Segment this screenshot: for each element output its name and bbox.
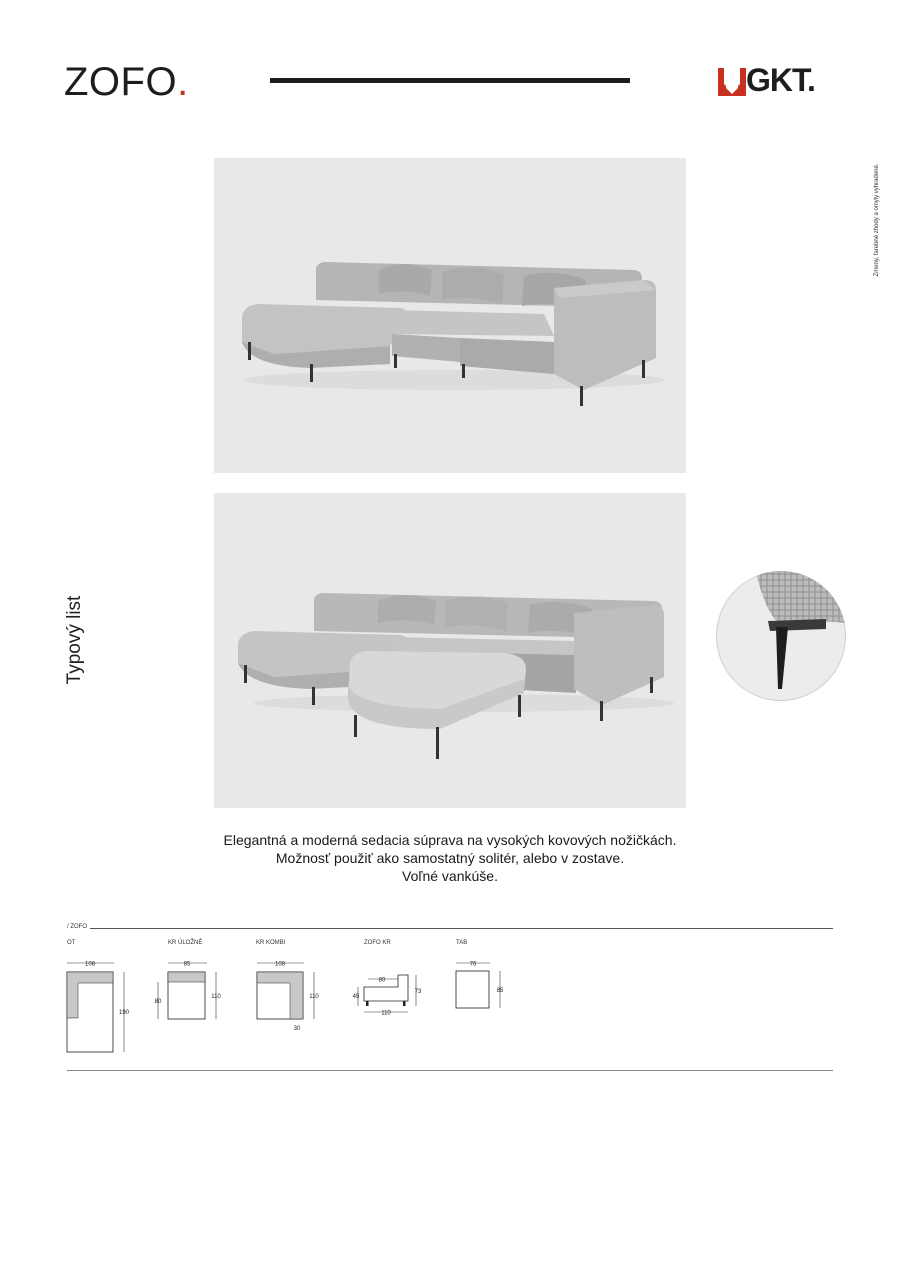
spec-divider-top [90, 928, 833, 929]
logo-text: GKT. [746, 62, 815, 98]
module-diagram-kr-kombi [252, 955, 330, 1037]
module-name-ot: OT [67, 940, 76, 946]
side-note: Zmeny, farebné zhody a omyly vyhradené. [874, 163, 880, 277]
module-diagram-zofo-kr [348, 955, 430, 1019]
document-type: Typový list [64, 595, 85, 685]
gkt-logo [716, 64, 836, 100]
module-name-kr-ulozne: KR ÚLOŽNÉ [168, 940, 203, 946]
product-photo-sofa-ottoman [214, 493, 686, 808]
description-line-2: Možnosť použiť ako samostatný solitér, alebo v zostave. [275, 850, 625, 866]
description-line-3: Voľné vankúše. [402, 868, 498, 884]
module-name-tab: TAB [456, 940, 468, 946]
header-divider [270, 78, 630, 83]
leg-detail-illustration [716, 571, 846, 701]
gkt-logo-icon [716, 66, 748, 98]
svg-text:73: 73 [414, 989, 422, 995]
leg-detail-closeup [716, 571, 846, 701]
brand-name: ZOFO [64, 60, 178, 104]
svg-text:110: 110 [309, 994, 319, 1000]
brand-dot: . [177, 60, 189, 104]
sofa-ottoman-illustration [214, 493, 686, 808]
svg-text:108: 108 [84, 961, 96, 968]
svg-text:80: 80 [378, 977, 386, 984]
module-diagram-tab [452, 955, 512, 1015]
svg-text:85: 85 [183, 961, 191, 968]
module-name-kr-kombi: KR KOMBI [256, 940, 286, 946]
spec-section-label: / ZOFO [67, 924, 87, 930]
svg-text:80: 80 [154, 999, 162, 1005]
svg-text:30: 30 [293, 1026, 301, 1032]
module-diagram-kr-ulozne [152, 955, 224, 1025]
spec-divider-bottom [67, 1070, 833, 1071]
module-diagram-ot [64, 955, 134, 1059]
description-line-1: Elegantná a moderná sedacia súprava na vysokých kovových nožičkách. [223, 832, 677, 848]
svg-text:110: 110 [381, 1010, 391, 1017]
svg-text:110: 110 [211, 994, 221, 1000]
svg-text:85: 85 [496, 988, 504, 994]
brand-wordmark [64, 60, 189, 105]
module-name-zofo-kr: ZOFO KR [364, 940, 391, 946]
product-photo-sofa [214, 158, 686, 473]
svg-text:190: 190 [118, 1010, 130, 1016]
product-description [150, 831, 750, 885]
svg-text:45: 45 [352, 994, 360, 1000]
sofa-illustration [214, 158, 686, 473]
svg-text:76: 76 [469, 961, 477, 968]
svg-text:108: 108 [274, 961, 286, 968]
